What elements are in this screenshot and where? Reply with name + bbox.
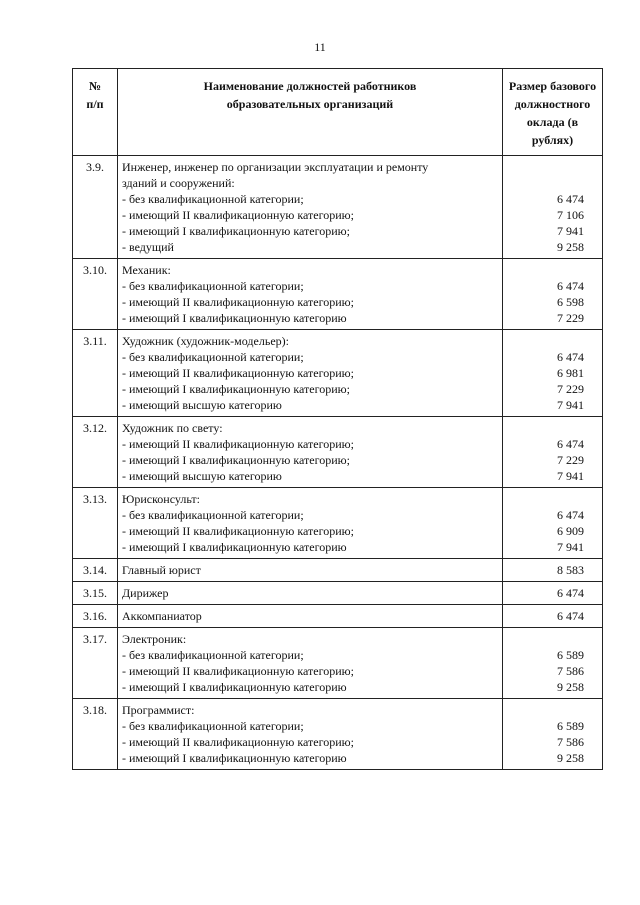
position-name-cell: [118, 699, 503, 770]
salary-value: 7 106: [557, 208, 584, 222]
table-body: [73, 156, 603, 770]
position-name-cell: [118, 582, 503, 605]
salary-value: 6 981: [557, 366, 584, 380]
salary-value: 6 474: [557, 279, 584, 293]
category-item: - без квалификационной категории;: [122, 508, 304, 522]
position-title: Художник по свету:: [122, 421, 223, 435]
salary-cell: [503, 330, 603, 417]
row-number: 3.9.: [73, 156, 118, 259]
salary-value: 7 229: [557, 453, 584, 467]
category-item: - имеющий II квалификационную категорию;: [122, 366, 354, 380]
position-title: Дирижер: [122, 586, 169, 600]
row-number: 3.13.: [73, 488, 118, 559]
row-number: 3.17.: [73, 628, 118, 699]
salary-value: 7 941: [557, 224, 584, 238]
row-number: 3.12.: [73, 417, 118, 488]
salary-value: 6 474: [557, 586, 584, 600]
row-number: 3.15.: [73, 582, 118, 605]
category-item: - имеющий I квалификационную категорию;: [122, 382, 350, 396]
category-item: - имеющий II квалификационную категорию;: [122, 295, 354, 309]
category-item: - имеющий I квалификационную категорию: [122, 751, 347, 765]
salary-value: 6 474: [557, 437, 584, 451]
table-header-row: [73, 69, 603, 156]
category-item: - без квалификационной категории;: [122, 192, 304, 206]
category-item: - имеющий I квалификационную категорию;: [122, 453, 350, 467]
salary-value: 7 586: [557, 735, 584, 749]
position-name-cell: [118, 628, 503, 699]
salary-value: 9 258: [557, 680, 584, 694]
category-item: - имеющий I квалификационную категорию: [122, 680, 347, 694]
category-item: - имеющий II квалификационную категорию;: [122, 735, 354, 749]
table-row: [73, 259, 603, 330]
category-item: - имеющий II квалификационную категорию;: [122, 524, 354, 538]
category-item: - без квалификационной категории;: [122, 719, 304, 733]
salary-cell: [503, 417, 603, 488]
salary-value: 6 474: [557, 508, 584, 522]
table-row: [73, 582, 603, 605]
position-title: Юрисконсульт:: [122, 492, 200, 506]
table-row: [73, 330, 603, 417]
category-item: - имеющий высшую категорию: [122, 398, 282, 412]
row-number: 3.11.: [73, 330, 118, 417]
salary-cell: [503, 156, 603, 259]
salary-cell: [503, 605, 603, 628]
row-number: 3.14.: [73, 559, 118, 582]
position-name-cell: [118, 417, 503, 488]
salary-value: 6 589: [557, 719, 584, 733]
salary-value: 7 941: [557, 540, 584, 554]
table-row: [73, 605, 603, 628]
header-number: № п/п: [73, 69, 118, 156]
table-row: [73, 156, 603, 259]
position-name-cell: [118, 330, 503, 417]
salary-cell: [503, 628, 603, 699]
salary-value: 6 909: [557, 524, 584, 538]
salary-value: 7 941: [557, 398, 584, 412]
salary-cell: [503, 259, 603, 330]
category-item: - имеющий II квалификационную категорию;: [122, 208, 354, 222]
position-name-cell: [118, 605, 503, 628]
table-row: [73, 699, 603, 770]
salary-value: 7 941: [557, 469, 584, 483]
position-title: зданий и сооружений:: [122, 176, 235, 190]
position-name-cell: [118, 559, 503, 582]
salary-value: 9 258: [557, 240, 584, 254]
position-title: Механик:: [122, 263, 171, 277]
page-number: 11: [314, 40, 326, 54]
category-item: - имеющий II квалификационную категорию;: [122, 437, 354, 451]
position-title: Аккомпаниатор: [122, 609, 202, 623]
table-row: [73, 559, 603, 582]
header-salary: Размер базового должностного оклада (в рублях): [503, 69, 603, 156]
salary-value: 7 229: [557, 382, 584, 396]
salary-cell: [503, 488, 603, 559]
category-item: - ведущий: [122, 240, 174, 254]
row-number: 3.18.: [73, 699, 118, 770]
category-item: - имеющий I квалификационную категорию: [122, 311, 347, 325]
salary-cell: [503, 582, 603, 605]
category-item: - без квалификационной категории;: [122, 350, 304, 364]
category-item: - имеющий I квалификационную категорию: [122, 540, 347, 554]
table-row: [73, 488, 603, 559]
salary-value: 9 258: [557, 751, 584, 765]
category-item: - без квалификационной категории;: [122, 279, 304, 293]
salary-value: 6 474: [557, 192, 584, 206]
header-position-name: Наименование должностей работников образовательных организаций: [118, 69, 503, 156]
position-title: Главный юрист: [122, 563, 201, 577]
salary-value: 6 474: [557, 609, 584, 623]
row-number: 3.10.: [73, 259, 118, 330]
position-title: Программист:: [122, 703, 195, 717]
category-item: - без квалификационной категории;: [122, 648, 304, 662]
position-name-cell: [118, 156, 503, 259]
salary-cell: [503, 559, 603, 582]
salary-value: 8 583: [557, 563, 584, 577]
table-row: [73, 417, 603, 488]
position-title: Художник (художник-модельер):: [122, 334, 289, 348]
salary-value: 7 586: [557, 664, 584, 678]
salary-value: 6 474: [557, 350, 584, 364]
table-row: [73, 628, 603, 699]
position-title: Инженер, инженер по организации эксплуатации и ремонту: [122, 160, 429, 174]
salary-value: 6 589: [557, 648, 584, 662]
category-item: - имеющий высшую категорию: [122, 469, 282, 483]
salary-table: [72, 68, 603, 770]
category-item: - имеющий I квалификационную категорию;: [122, 224, 350, 238]
row-number: 3.16.: [73, 605, 118, 628]
salary-value: 6 598: [557, 295, 584, 309]
position-name-cell: [118, 259, 503, 330]
salary-value: 7 229: [557, 311, 584, 325]
position-name-cell: [118, 488, 503, 559]
category-item: - имеющий II квалификационную категорию;: [122, 664, 354, 678]
salary-cell: [503, 699, 603, 770]
position-title: Электроник:: [122, 632, 187, 646]
